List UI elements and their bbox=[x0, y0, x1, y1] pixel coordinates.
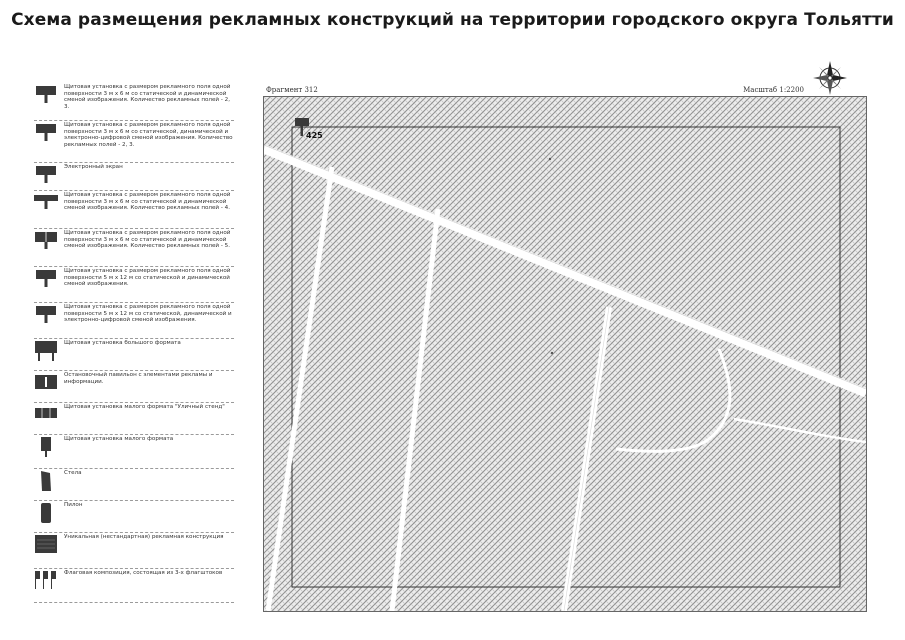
small-format-icon bbox=[34, 436, 58, 462]
legend-item bbox=[34, 470, 234, 501]
legend-item-label: Щитовая установка большого формата bbox=[64, 340, 181, 346]
flags-icon bbox=[34, 570, 58, 594]
legend-item bbox=[34, 304, 234, 339]
legend-item-label: Флаговая композиция, состоящая из 3-х флагштоков bbox=[64, 570, 223, 576]
billboard-icon bbox=[34, 84, 58, 108]
legend-item-label: Пилон bbox=[64, 502, 83, 508]
legend-item-label: Уникальная (нестандартная) рекламная конструкция bbox=[64, 534, 224, 540]
fragment-label: Фрагмент 312 bbox=[266, 86, 318, 94]
billboard-wide-icon bbox=[34, 192, 58, 216]
legend-item-label: Щитовая установка с размером рекламного поля одной поверхности 3 м х 6 м со статической, динамической и электронно-цифровой сменой изображения. Количество рекламных полей - 2, 3. bbox=[64, 122, 233, 148]
legend-item-label: Щитовая установка с размером рекламного поля одной поверхности 3 м х 6 м со статической и динамической сменой изображения. Количество рекламных полей - 5. bbox=[64, 230, 231, 250]
billboard-icon bbox=[34, 164, 58, 188]
legend-item bbox=[34, 436, 234, 469]
map-panel[interactable] bbox=[263, 96, 867, 612]
map-title: Схема размещения рекламных конструкций на территории городского округа Тольятти bbox=[11, 10, 894, 30]
scale-label: Масштаб 1:2200 bbox=[743, 86, 804, 94]
street-stand-icon bbox=[34, 404, 58, 428]
legend-item bbox=[34, 502, 234, 533]
legend-item bbox=[34, 192, 234, 229]
legend-item bbox=[34, 372, 234, 403]
legend-item-label: Стела bbox=[64, 470, 82, 476]
legend-item bbox=[34, 534, 234, 569]
compass-rose-icon bbox=[812, 60, 848, 96]
legend-item bbox=[34, 84, 234, 121]
large-format-icon bbox=[34, 340, 58, 366]
legend-item-label: Щитовая установка с размером рекламного поля одной поверхности 3 м х 6 м со статической и динамической сменой изображения. Количество рекламных полей - 4. bbox=[64, 192, 231, 212]
billboard-icon bbox=[34, 304, 58, 328]
legend-item bbox=[34, 404, 234, 435]
stela-icon bbox=[34, 470, 58, 496]
billboard-icon bbox=[34, 268, 58, 292]
legend-item bbox=[34, 164, 234, 191]
pavilion-icon bbox=[34, 372, 58, 396]
map-canvas[interactable] bbox=[264, 97, 866, 611]
billboard-icon bbox=[34, 122, 58, 146]
billboard-double-icon bbox=[34, 230, 58, 254]
legend-item-label: Электронный экран bbox=[64, 164, 123, 170]
legend-item bbox=[34, 340, 234, 371]
sign-number-label: 425 bbox=[306, 131, 323, 140]
legend-item bbox=[34, 268, 234, 303]
legend-item bbox=[34, 570, 234, 603]
legend-item-label: Щитовая установка с размером рекламного поля одной поверхности 5 м х 12 м со статической и динамической сменой изображения. bbox=[64, 268, 231, 288]
unique-icon bbox=[34, 534, 58, 558]
legend-item bbox=[34, 122, 234, 163]
legend-item-label: Щитовая установка с размером рекламного поля одной поверхности 5 м х 12 м со статической, динамической и электронно-цифровой сменой изображения. bbox=[64, 304, 232, 324]
legend-item-label: Щитовая установка с размером рекламного поля одной поверхности 3 м х 6 м со статической и динамической сменой изображения. Количество рекламных полей - 2, 3. bbox=[64, 84, 231, 110]
pylon-icon bbox=[34, 502, 58, 528]
legend-item bbox=[34, 230, 234, 267]
legend-item-label: Остановочный павильон с элементами рекламы и информации. bbox=[64, 372, 213, 385]
legend-item-label: Щитовая установка малого формата "Уличный стенд" bbox=[64, 404, 225, 410]
legend-item-label: Щитовая установка малого формата bbox=[64, 436, 174, 442]
